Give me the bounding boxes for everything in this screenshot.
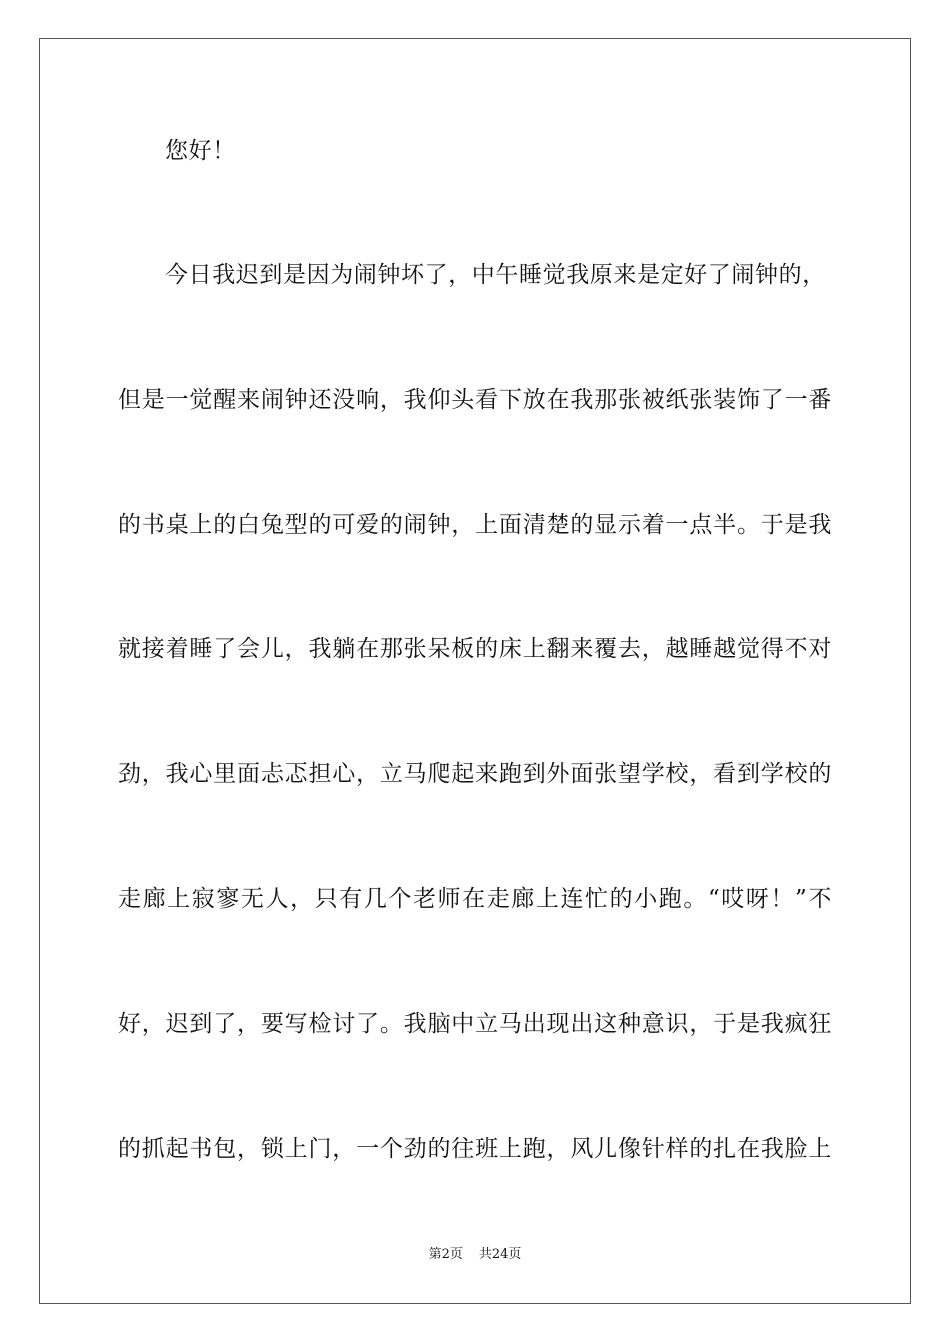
paragraph-line-6: 走廊上寂寥无人，只有几个老师在走廊上连忙的小跑。“哎呀！”不 [118, 886, 832, 912]
paragraph-line-5: 劲，我心里面忐忑担心，立马爬起来跑到外面张望学校，看到学校的 [118, 761, 832, 787]
page-number: 第2页 [428, 1247, 463, 1262]
page-border [39, 38, 911, 1304]
paragraph-line-4: 就接着睡了会儿，我躺在那张呆板的床上翻来覆去，越睡越觉得不对 [118, 636, 832, 662]
paragraph-line-2: 但是一觉醒来闹钟还没响，我仰头看下放在我那张被纸张装饰了一番 [118, 387, 832, 413]
greeting-line: 您好！ [165, 138, 236, 164]
paragraph-line-7: 好，迟到了，要写检讨了。我脑中立马出现出这种意识，于是我疯狂 [118, 1011, 832, 1037]
page-total: 共24页 [478, 1247, 522, 1262]
paragraph-line-1: 今日我迟到是因为闹钟坏了，中午睡觉我原来是定好了闹钟的， [165, 262, 826, 288]
page-footer [0, 1246, 950, 1264]
paragraph-line-8: 的抓起书包，锁上门，一个劲的往班上跑，风儿像针样的扎在我脸上 [118, 1136, 832, 1162]
paragraph-line-3: 的书桌上的白兔型的可爱的闹钟，上面清楚的显示着一点半。于是我 [118, 512, 832, 538]
